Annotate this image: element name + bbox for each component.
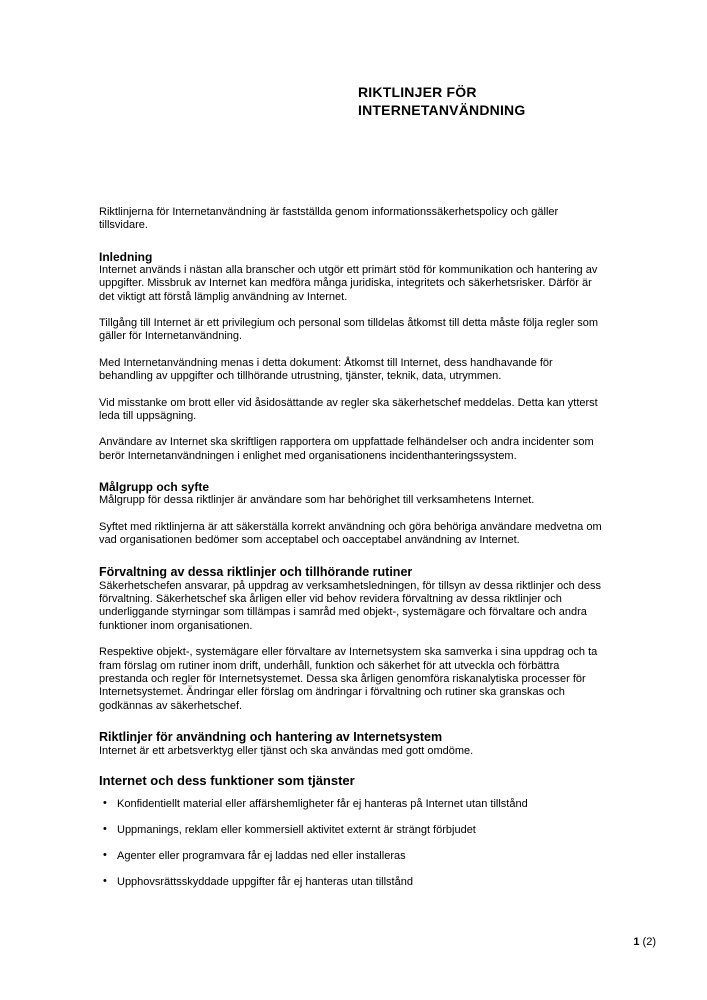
document-title bbox=[358, 84, 658, 119]
paragraph: Vid misstanke om brott eller vid åsidosättande av regler ska säkerhetschef meddelas. Detta kan ytterst leda till uppsägning. bbox=[99, 396, 598, 423]
paragraph: Användare av Internet ska skriftligen rapportera om uppfattade felhändelser och andra incidenter som berör Internetanvändningen i enlighet med organisationens incidenthanteringssystem. bbox=[99, 436, 594, 462]
paragraph: Respektive objekt-, systemägare eller förvaltare av Internetsystem ska samverka i sina uppdrag och ta fram förslag om rutiner inom drift, underhåll, funktion och säkerhet för att utveckla och förbättra prestanda och regler för Internetsystemet. Dessa ska årligen genomföra riskanalytiska processer för Internetsystemet. Ändringar eller förslag om ändringar i förvaltning och rutiner ska granskas och godkännas av säkerhetschef. bbox=[99, 646, 598, 712]
page-number bbox=[633, 936, 656, 949]
section-heading-inledning: Inledning bbox=[99, 249, 153, 264]
section-heading-riktlinjer-anvandning: Riktlinjer för användning och hantering av Internetsystem bbox=[99, 730, 443, 745]
section-heading-internet-tjanster: Internet och dess funktioner som tjänster bbox=[99, 772, 355, 788]
paragraph: Internet används i nästan alla branscher och utgör ett primärt stöd för kommunikation och hantering av uppgifter. Missbruk av Internet kan medföra många juridiska, integritets och säkerhetsrisker. Därför är det viktigt att förstå lämplig användning av Internet. bbox=[99, 263, 598, 303]
bullet-text: Konfidentiellt material eller affärshemligheter får ej hanteras på Internet utan tillstånd bbox=[117, 797, 528, 810]
page-number-current: 1 bbox=[633, 936, 640, 948]
bullet-item bbox=[99, 850, 609, 863]
section-heading-forvaltning: Förvaltning av dessa riktlinjer och tillhörande rutiner bbox=[99, 564, 413, 579]
section-heading-malgrupp-och-syfte: Målgrupp och syfte bbox=[99, 480, 210, 495]
paragraph: Syftet med riktlinjerna är att säkerställa korrekt användning och göra behöriga användare medvetna om vad organisationen bedömer som acceptabel och oacceptabel användning av Internet. bbox=[99, 520, 602, 547]
bullet-item bbox=[99, 798, 609, 811]
intro-paragraph: Riktlinjerna för Internetanvändning är fastställda genom informationssäkerhetspolicy och gäller tillsvidare. bbox=[99, 206, 559, 232]
page-number-total: (2) bbox=[642, 936, 656, 948]
bullet-icon: • bbox=[103, 796, 107, 809]
bullet-item bbox=[99, 876, 609, 889]
paragraph: Med Internetanvändning menas i detta dokument: Åtkomst till Internet, dess handhavande för behandling av uppgifter och tillhörande utrustning, tjänster, teknik, data, utrymmen. bbox=[99, 356, 553, 383]
bullet-list bbox=[99, 798, 609, 889]
bullet-icon: • bbox=[103, 822, 107, 835]
bullet-icon: • bbox=[103, 874, 107, 887]
bullet-text: Uppmanings, reklam eller kommersiell aktivitet externt är strängt förbjudet bbox=[117, 823, 476, 836]
document-title-line1: RIKTLINJER FÖR bbox=[358, 84, 477, 100]
document-title-line2: INTERNETANVÄNDNING bbox=[358, 101, 526, 118]
paragraph: Internet är ett arbetsverktyg eller tjänst och ska användas med gott omdöme. bbox=[99, 745, 474, 758]
bullet-item bbox=[99, 824, 609, 837]
paragraph: Tillgång till Internet är ett privilegium och personal som tilldelas åtkomst till detta måste följa regler som gäller för Internetanvändning. bbox=[99, 317, 599, 343]
bullet-text: Agenter eller programvara får ej laddas ned eller installeras bbox=[117, 849, 406, 862]
paragraph: Säkerhetschefen ansvarar, på uppdrag av verksamhetsledningen, för tillsyn av dessa riktlinjer och dess förvaltning. Säkerhetschef ska årligen eller vid behov revidera förvaltning av dessa riktlinjer och underliggande styrningar som tillämpas i samråd med objekt-, systemägare och förvaltare och andra funktioner inom organisationen. bbox=[99, 579, 601, 632]
bullet-text: Upphovsrättsskyddade uppgifter får ej hanteras utan tillstånd bbox=[117, 875, 413, 888]
document-body bbox=[99, 206, 609, 902]
bullet-icon: • bbox=[103, 848, 107, 861]
paragraph: Målgrupp för dessa riktlinjer är användare som har behörighet till verksamhetens Internet. bbox=[99, 494, 535, 507]
